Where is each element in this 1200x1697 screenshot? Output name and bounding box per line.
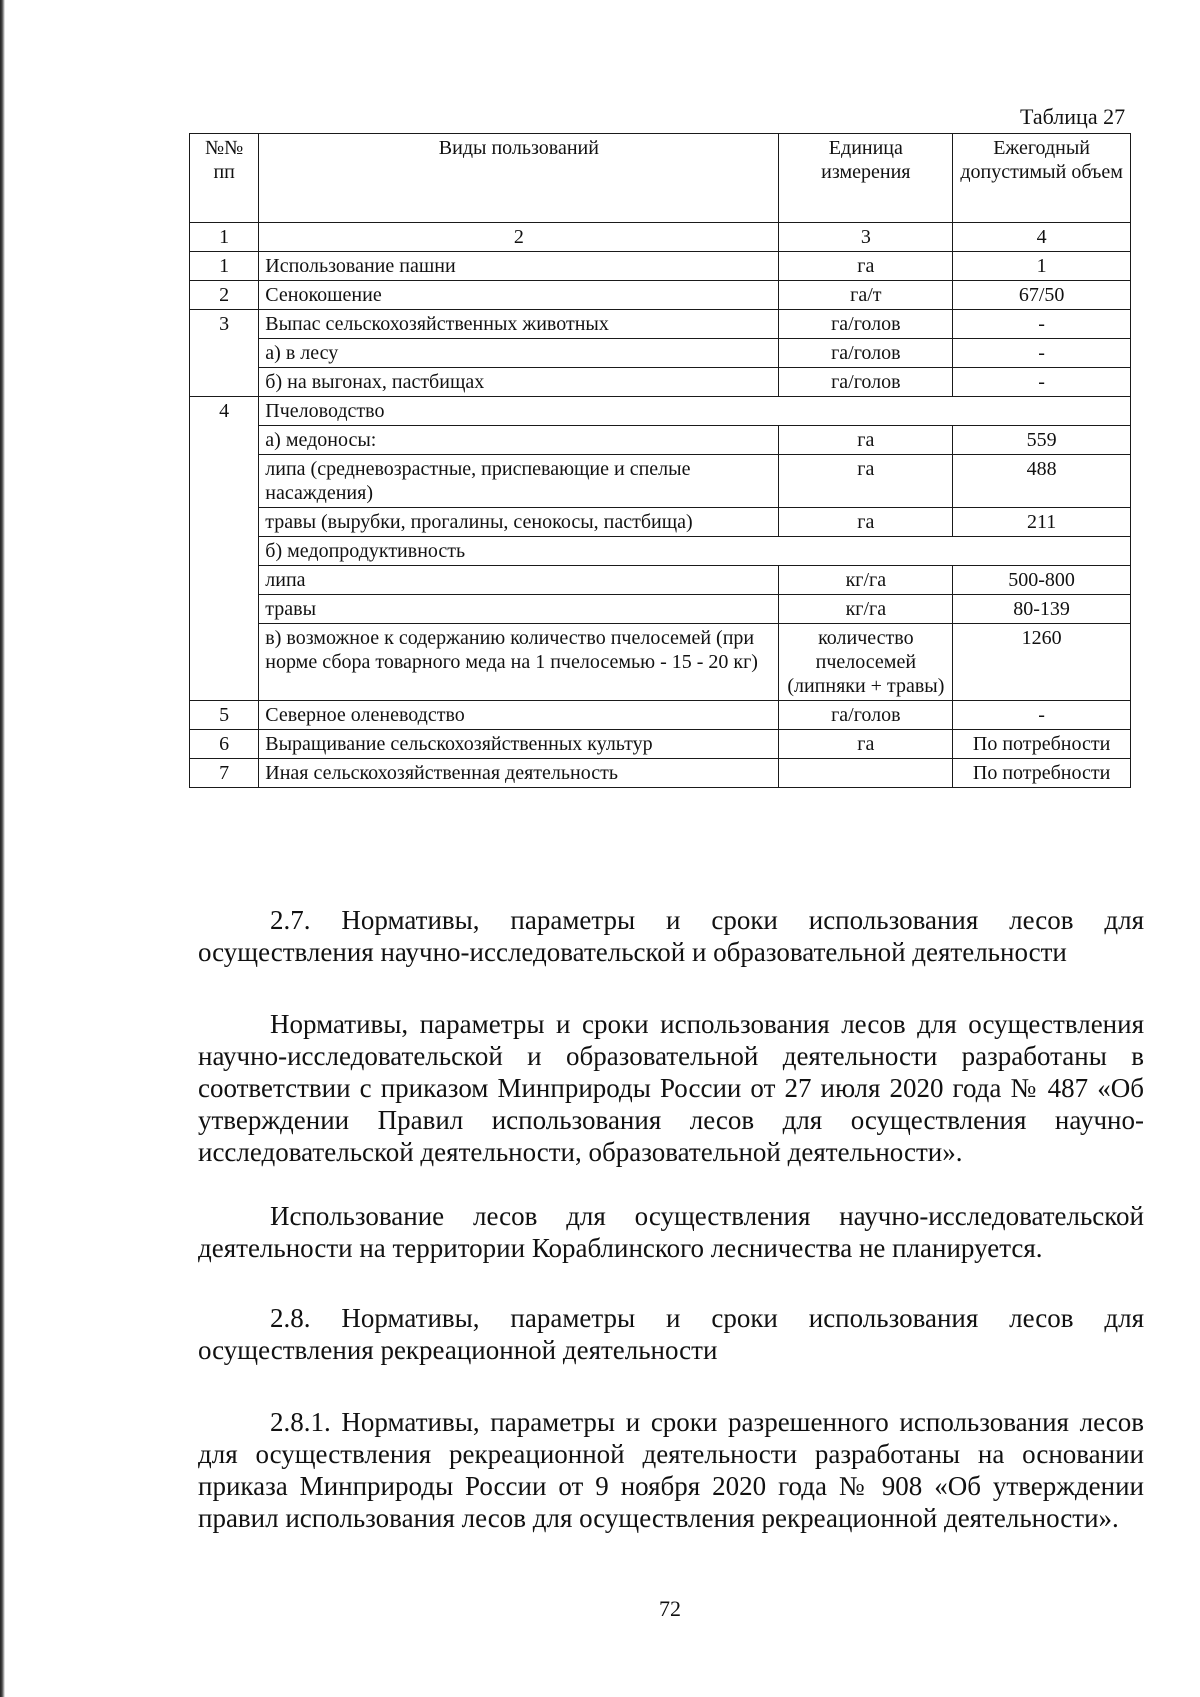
row-name: травы bbox=[259, 595, 779, 624]
row-name: б) медопродуктивность bbox=[259, 537, 1131, 566]
table-row bbox=[190, 537, 1131, 566]
row-unit: га/т bbox=[779, 281, 953, 310]
row-name: Сенокошение bbox=[259, 281, 779, 310]
row-name: липа (средневозрастные, приспевающие и спелые насаждения) bbox=[259, 455, 779, 508]
header-number: №№ пп bbox=[190, 134, 259, 223]
table-row bbox=[190, 252, 1131, 281]
row-unit: га bbox=[779, 426, 953, 455]
row-value: По потребности bbox=[953, 759, 1131, 788]
row-name: липа bbox=[259, 566, 779, 595]
row-name: Пчеловодство bbox=[259, 397, 1131, 426]
row-unit: га bbox=[779, 252, 953, 281]
row-value: 1 bbox=[953, 252, 1131, 281]
row-number: 4 bbox=[190, 397, 259, 701]
column-number: 3 bbox=[779, 223, 953, 252]
row-value: 500-800 bbox=[953, 566, 1131, 595]
row-number: 1 bbox=[190, 252, 259, 281]
table-row bbox=[190, 426, 1131, 455]
row-name: травы (вырубки, прогалины, сенокосы, пастбища) bbox=[259, 508, 779, 537]
table-row bbox=[190, 281, 1131, 310]
row-name: в) возможное к содержанию количество пчелосемей (при норме сбора товарного меда на 1 пчелосемью - 15 - 20 кг) bbox=[259, 624, 779, 701]
table-row bbox=[190, 397, 1131, 426]
section-2-7-paragraph-1: Нормативы, параметры и сроки использования лесов для осуществления научно-исследовательской и образовательной деятельности разработаны в соответствии с приказом Минприроды России от 27 июля 2020 года № 487 «Об утверждении Правил использования лесов для осуществления научно-исследовательской деятельности, образовательной деятельности». bbox=[198, 1009, 1144, 1167]
table-row bbox=[190, 339, 1131, 368]
scan-edge bbox=[0, 0, 5, 1697]
row-unit bbox=[779, 759, 953, 788]
section-2-8-1-paragraph: 2.8.1. Нормативы, параметры и сроки разрешенного использования лесов для осуществления рекреационной деятельности разработаны на основании приказа Минприроды России от 9 ноября 2020 года № 908 «Об утверждении правил использования лесов для осуществления рекреационной деятельности». bbox=[198, 1407, 1144, 1533]
row-name: а) в лесу bbox=[259, 339, 779, 368]
row-unit: га/голов bbox=[779, 368, 953, 397]
row-name: Иная сельскохозяйственная деятельность bbox=[259, 759, 779, 788]
row-number: 6 bbox=[190, 730, 259, 759]
table-header-row bbox=[190, 134, 1131, 223]
row-number: 2 bbox=[190, 281, 259, 310]
row-name: Использование пашни bbox=[259, 252, 779, 281]
header-annual-volume: Ежегодный допустимый объем bbox=[953, 134, 1131, 223]
row-unit: га bbox=[779, 455, 953, 508]
row-unit: количество пчелосемей (липняки + травы) bbox=[779, 624, 953, 701]
row-value: - bbox=[953, 339, 1131, 368]
row-name: а) медоносы: bbox=[259, 426, 779, 455]
table-row bbox=[190, 455, 1131, 508]
section-2-7-heading: 2.7. Нормативы, параметры и сроки использования лесов для осуществления научно-исследовательской и образовательной деятельности bbox=[198, 905, 1144, 967]
table-row bbox=[190, 368, 1131, 397]
column-number: 2 bbox=[259, 223, 779, 252]
row-unit: га/голов bbox=[779, 339, 953, 368]
row-unit: кг/га bbox=[779, 566, 953, 595]
section-2-7-paragraph-2: Использование лесов для осуществления научно-исследовательской деятельности на территории Кораблинского лесничества не планируется. bbox=[198, 1201, 1144, 1263]
row-value: 559 bbox=[953, 426, 1131, 455]
row-name: б) на выгонах, пастбищах bbox=[259, 368, 779, 397]
row-value: - bbox=[953, 701, 1131, 730]
section-2-8-heading: 2.8. Нормативы, параметры и сроки использования лесов для осуществления рекреационной деятельности bbox=[198, 1303, 1144, 1365]
table-row bbox=[190, 310, 1131, 339]
row-unit: га bbox=[779, 508, 953, 537]
table-row bbox=[190, 595, 1131, 624]
table-row bbox=[190, 566, 1131, 595]
row-value: - bbox=[953, 368, 1131, 397]
header-unit: Единица измерения bbox=[779, 134, 953, 223]
row-number: 3 bbox=[190, 310, 259, 397]
column-number: 4 bbox=[953, 223, 1131, 252]
row-value: 67/50 bbox=[953, 281, 1131, 310]
table-row bbox=[190, 759, 1131, 788]
row-number: 5 bbox=[190, 701, 259, 730]
column-number: 1 bbox=[190, 223, 259, 252]
usage-table bbox=[189, 133, 1131, 788]
row-name: Выращивание сельскохозяйственных культур bbox=[259, 730, 779, 759]
row-value: 211 bbox=[953, 508, 1131, 537]
page-number: 72 bbox=[659, 1596, 681, 1621]
column-number-row bbox=[190, 223, 1131, 252]
row-value: - bbox=[953, 310, 1131, 339]
row-value: 1260 bbox=[953, 624, 1131, 701]
row-unit: га bbox=[779, 730, 953, 759]
row-value: По потребности bbox=[953, 730, 1131, 759]
row-value: 488 bbox=[953, 455, 1131, 508]
row-value: 80-139 bbox=[953, 595, 1131, 624]
row-name: Северное оленеводство bbox=[259, 701, 779, 730]
table-row bbox=[190, 508, 1131, 537]
row-unit: га/голов bbox=[779, 701, 953, 730]
table-row bbox=[190, 624, 1131, 701]
table-row bbox=[190, 701, 1131, 730]
table-row bbox=[190, 730, 1131, 759]
row-number: 7 bbox=[190, 759, 259, 788]
table-caption: Таблица 27 bbox=[1020, 104, 1126, 129]
row-name: Выпас сельскохозяйственных животных bbox=[259, 310, 779, 339]
row-unit: га/голов bbox=[779, 310, 953, 339]
row-unit: кг/га bbox=[779, 595, 953, 624]
header-usage-type: Виды пользований bbox=[259, 134, 779, 223]
